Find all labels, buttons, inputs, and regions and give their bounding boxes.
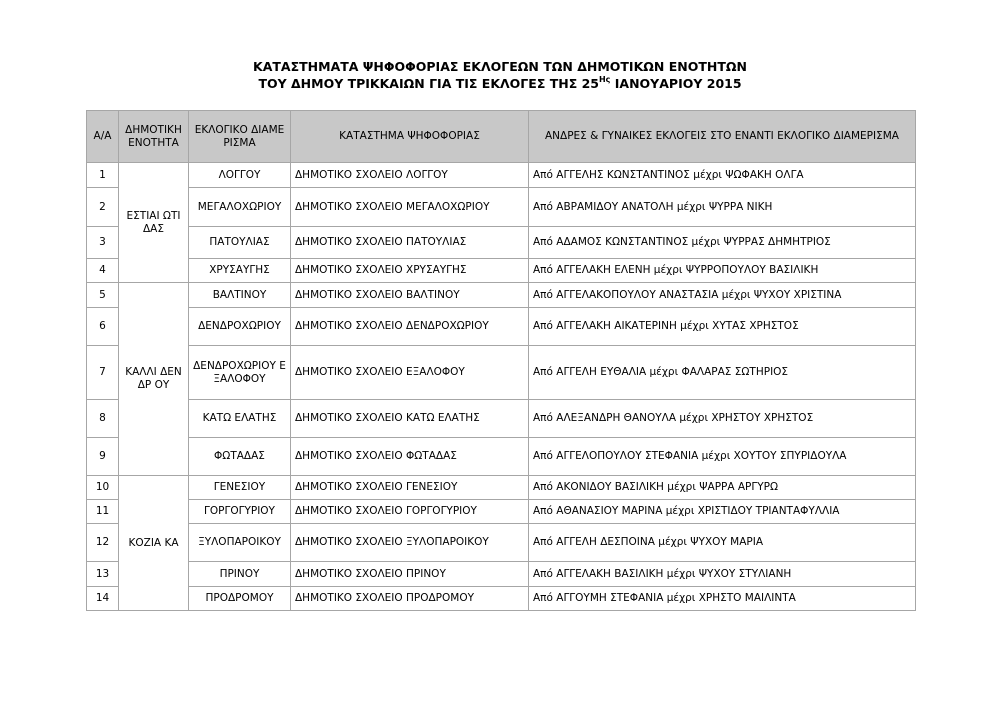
table-row [87, 283, 916, 308]
voters-range-cell: Από ΑΓΓΟΥΜΗ ΣΤΕΦΑΝΙΑ μέχρι ΧΡΗΣΤΟ ΜΑΙΛΙΝΤΑ [529, 587, 916, 611]
voters-range-cell: Από ΑΓΓΕΛΗΣ ΚΩΝΣΤΑΝΤΙΝΟΣ μέχρι ΨΩΦΑΚΗ ΟΛΓΑ [529, 163, 916, 188]
table-row [87, 227, 916, 259]
table-row [87, 188, 916, 227]
polling-station-cell: ΔΗΜΟΤΙΚΟ ΣΧΟΛΕΙΟ ΚΑΤΩ ΕΛΑΤΗΣ [291, 400, 529, 438]
polling-station-cell: ΔΗΜΟΤΙΚΟ ΣΧΟΛΕΙΟ ΦΩΤΑΔΑΣ [291, 438, 529, 476]
voters-range-cell: Από ΑΓΓΕΛΗ ΕΥΘΑΛΙΑ μέχρι ΦΑΛΑΡΑΣ ΣΩΤΗΡΙΟΣ [529, 346, 916, 400]
row-number: 8 [87, 400, 119, 438]
polling-station-cell: ΔΗΜΟΤΙΚΟ ΣΧΟΛΕΙΟ ΔΕΝΔΡΟΧΩΡΙΟΥ [291, 308, 529, 346]
voters-range-cell: Από ΑΓΓΕΛΑΚΗ ΑΙΚΑΤΕΡΙΝΗ μέχρι ΧΥΤΑΣ ΧΡΗΣΤΟΣ [529, 308, 916, 346]
voters-range-cell: Από ΑΓΓΕΛΑΚΗ ΕΛΕΝΗ μέχρι ΨΥΡΡΟΠΟΥΛΟΥ ΒΑΣΙΛΙΚΗ [529, 259, 916, 283]
polling-station-cell: ΔΗΜΟΤΙΚΟ ΣΧΟΛΕΙΟ ΓΕΝΕΣΙΟΥ [291, 476, 529, 500]
table-row [87, 476, 916, 500]
polling-station-cell: ΔΗΜΟΤΙΚΟ ΣΧΟΛΕΙΟ ΛΟΓΓΟΥ [291, 163, 529, 188]
table-header-row [87, 111, 916, 163]
row-number: 13 [87, 562, 119, 587]
division-cell: ΛΟΓΓΟΥ [189, 163, 291, 188]
voters-range-cell: Από ΑΒΡΑΜΙΔΟΥ ΑΝΑΤΟΛΗ μέχρι ΨΥΡΡΑ ΝΙΚΗ [529, 188, 916, 227]
division-cell: ΠΡΙΝΟΥ [189, 562, 291, 587]
row-number: 4 [87, 259, 119, 283]
municipal-unit-cell: ΚΟΖΙΑ ΚΑ [119, 476, 189, 611]
row-number: 12 [87, 524, 119, 562]
title-line-1: ΚΑΤΑΣΤΗΜΑΤΑ ΨΗΦΟΦΟΡΙΑΣ ΕΚΛΟΓΕΩΝ ΤΩΝ ΔΗΜΟΤΙΚΩΝ ΕΝΟΤΗΤΩΝ [253, 59, 747, 74]
row-number: 5 [87, 283, 119, 308]
header-polling-station: ΚΑΤΑΣΤΗΜΑ ΨΗΦΟΦΟΡΙΑΣ [291, 111, 529, 163]
row-number: 14 [87, 587, 119, 611]
division-cell: ΞΥΛΟΠΑΡΟΙΚΟΥ [189, 524, 291, 562]
header-voters-range: ΑΝΔΡΕΣ & ΓΥΝΑΙΚΕΣ ΕΚΛΟΓΕΙΣ ΣΤΟ ΕΝΑΝΤΙ ΕΚΛΟΓΙΚΟ ΔΙΑΜΕΡΙΣΜΑ [529, 111, 916, 163]
division-cell: ΓΕΝΕΣΙΟΥ [189, 476, 291, 500]
title-line-2 [0, 75, 1000, 92]
voters-range-cell: Από ΑΓΓΕΛΗ ΔΕΣΠΟΙΝΑ μέχρι ΨΥΧΟΥ ΜΑΡΙΑ [529, 524, 916, 562]
voters-range-cell: Από ΑΘΑΝΑΣΙΟΥ ΜΑΡΙΝΑ μέχρι ΧΡΙΣΤΙΔΟΥ ΤΡΙΑΝΤΑΦΥΛΛΙΑ [529, 500, 916, 524]
table-row [87, 524, 916, 562]
table-row [87, 587, 916, 611]
polling-station-cell: ΔΗΜΟΤΙΚΟ ΣΧΟΛΕΙΟ ΠΡΙΝΟΥ [291, 562, 529, 587]
row-number: 3 [87, 227, 119, 259]
title-ordinal-suffix: Ης [598, 75, 611, 84]
division-cell: ΓΟΡΓΟΓΥΡΙΟΥ [189, 500, 291, 524]
polling-stations-table [86, 110, 916, 611]
table-row [87, 438, 916, 476]
municipal-unit-cell: ΚΑΛΛΙ ΔΕΝΔΡ ΟΥ [119, 283, 189, 476]
row-number: 6 [87, 308, 119, 346]
voters-range-cell: Από ΑΓΓΕΛΟΠΟΥΛΟΥ ΣΤΕΦΑΝΙΑ μέχρι ΧΟΥΤΟΥ ΣΠΥΡΙΔΟΥΛΑ [529, 438, 916, 476]
title-line-2-prefix: ΤΟΥ ΔΗΜΟΥ ΤΡΙΚΚΑΙΩΝ ΓΙΑ ΤΙΣ ΕΚΛΟΓΕΣ ΤΗΣ 25 [258, 76, 599, 91]
division-cell: ΔΕΝΔΡΟΧΩΡΙΟΥ [189, 308, 291, 346]
polling-station-cell: ΔΗΜΟΤΙΚΟ ΣΧΟΛΕΙΟ ΞΥΛΟΠΑΡΟΙΚΟΥ [291, 524, 529, 562]
row-number: 10 [87, 476, 119, 500]
row-number: 7 [87, 346, 119, 400]
table-row [87, 308, 916, 346]
table-row [87, 346, 916, 400]
table-row [87, 562, 916, 587]
division-cell: ΦΩΤΑΔΑΣ [189, 438, 291, 476]
division-cell: ΠΡΟΔΡΟΜΟΥ [189, 587, 291, 611]
table-row [87, 400, 916, 438]
municipal-unit-cell: ΕΣΤΙΑΙ ΩΤΙΔΑΣ [119, 163, 189, 283]
polling-station-cell: ΔΗΜΟΤΙΚΟ ΣΧΟΛΕΙΟ ΠΑΤΟΥΛΙΑΣ [291, 227, 529, 259]
division-cell: ΜΕΓΑΛΟΧΩΡΙΟΥ [189, 188, 291, 227]
voters-range-cell: Από ΑΛΕΞΑΝΔΡΗ ΘΑΝΟΥΛΑ μέχρι ΧΡΗΣΤΟΥ ΧΡΗΣΤΟΣ [529, 400, 916, 438]
division-cell: ΔΕΝΔΡΟΧΩΡΙΟΥ ΕΞΑΛΟΦΟΥ [189, 346, 291, 400]
polling-station-cell: ΔΗΜΟΤΙΚΟ ΣΧΟΛΕΙΟ ΜΕΓΑΛΟΧΩΡΙΟΥ [291, 188, 529, 227]
voters-range-cell: Από ΑΓΓΕΛΑΚΟΠΟΥΛΟΥ ΑΝΑΣΤΑΣΙΑ μέχρι ΨΥΧΟΥ ΧΡΙΣΤΙΝΑ [529, 283, 916, 308]
table-row [87, 259, 916, 283]
polling-station-cell: ΔΗΜΟΤΙΚΟ ΣΧΟΛΕΙΟ ΓΟΡΓΟΓΥΡΙΟΥ [291, 500, 529, 524]
document-title [0, 58, 1000, 92]
voters-range-cell: Από ΑΔΑΜΟΣ ΚΩΝΣΤΑΝΤΙΝΟΣ μέχρι ΨΥΡΡΑΣ ΔΗΜΗΤΡΙΟΣ [529, 227, 916, 259]
polling-station-cell: ΔΗΜΟΤΙΚΟ ΣΧΟΛΕΙΟ ΠΡΟΔΡΟΜΟΥ [291, 587, 529, 611]
division-cell: ΧΡΥΣΑΥΓΗΣ [189, 259, 291, 283]
header-electoral-division: ΕΚΛΟΓΙΚΟ ΔΙΑΜΕΡΙΣΜΑ [189, 111, 291, 163]
row-number: 2 [87, 188, 119, 227]
table-row [87, 163, 916, 188]
header-municipal-unit: ΔΗΜΟΤΙΚΗ ΕΝΟΤΗΤΑ [119, 111, 189, 163]
table-row [87, 500, 916, 524]
division-cell: ΒΑΛΤΙΝΟΥ [189, 283, 291, 308]
row-number: 9 [87, 438, 119, 476]
title-line-2-suffix: ΙΑΝΟΥΑΡΙΟΥ 2015 [610, 76, 742, 91]
voters-range-cell: Από ΑΚΟΝΙΔΟΥ ΒΑΣΙΛΙΚΗ μέχρι ΨΑΡΡΑ ΑΡΓΥΡΩ [529, 476, 916, 500]
polling-station-cell: ΔΗΜΟΤΙΚΟ ΣΧΟΛΕΙΟ ΕΞΑΛΟΦΟΥ [291, 346, 529, 400]
voters-range-cell: Από ΑΓΓΕΛΑΚΗ ΒΑΣΙΛΙΚΗ μέχρι ΨΥΧΟΥ ΣΤΥΛΙΑΝΗ [529, 562, 916, 587]
division-cell: ΚΑΤΩ ΕΛΑΤΗΣ [189, 400, 291, 438]
row-number: 11 [87, 500, 119, 524]
header-aa: Α/Α [87, 111, 119, 163]
polling-station-cell: ΔΗΜΟΤΙΚΟ ΣΧΟΛΕΙΟ ΒΑΛΤΙΝΟΥ [291, 283, 529, 308]
polling-station-cell: ΔΗΜΟΤΙΚΟ ΣΧΟΛΕΙΟ ΧΡΥΣΑΥΓΗΣ [291, 259, 529, 283]
division-cell: ΠΑΤΟΥΛΙΑΣ [189, 227, 291, 259]
row-number: 1 [87, 163, 119, 188]
